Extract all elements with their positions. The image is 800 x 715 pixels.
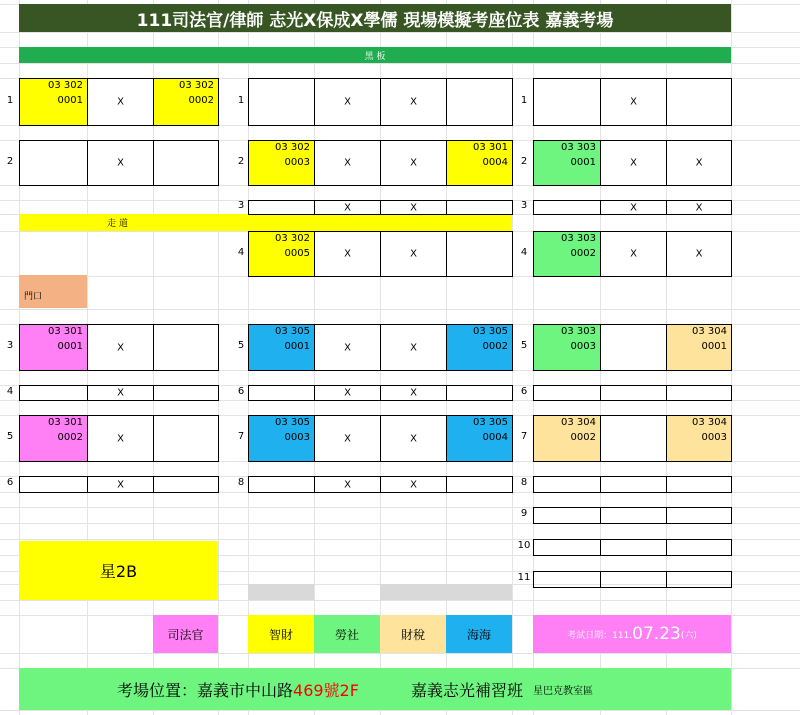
room-name: 星巴克教室區	[532, 685, 593, 697]
seat-number: 0002	[570, 432, 596, 443]
school-name: 嘉義志光補習班	[410, 680, 523, 700]
seat-empty	[248, 78, 315, 126]
seat-empty	[533, 385, 601, 401]
star-room-label: 星2B	[19, 541, 218, 600]
seat-unavailable	[314, 324, 381, 371]
row-number-right: 10	[517, 540, 531, 551]
x-mark: X	[344, 248, 351, 260]
seat-number: 0001	[57, 95, 83, 106]
seat-number: 0001	[570, 157, 596, 168]
seat-number: 0003	[284, 432, 310, 443]
seat-unavailable	[87, 385, 154, 401]
seat-empty	[153, 385, 219, 401]
seat-unavailable	[600, 140, 667, 186]
seat-room-code: 03 305	[473, 326, 508, 337]
seat-empty	[446, 231, 513, 277]
seat-empty	[19, 476, 88, 493]
seat-l3a	[19, 324, 88, 371]
page-title: 111司法官/律師 志光X保成X學儒 現場模擬考座位表 嘉義考場	[19, 4, 731, 32]
row-number-left: 5	[6, 431, 14, 442]
x-mark: X	[410, 342, 417, 353]
row-number-right: 3	[520, 200, 528, 211]
seat-room-code: 03 303	[561, 326, 596, 337]
seat-room-code: 03 305	[473, 417, 508, 428]
seat-room-code: 03 304	[692, 326, 727, 337]
x-mark: X	[695, 157, 703, 169]
door-label: 門口	[19, 275, 87, 308]
gray-block	[248, 584, 314, 600]
seat-unavailable	[87, 476, 154, 493]
seat-empty	[446, 78, 513, 126]
row-number-right: 6	[520, 385, 528, 397]
row-number-right: 5	[520, 340, 528, 351]
seat-room-code: 03 305	[275, 417, 310, 428]
seat-empty	[19, 140, 88, 186]
seat-room-code: 03 303	[561, 142, 596, 153]
x-mark: X	[117, 433, 124, 444]
aisle-bar	[19, 214, 512, 231]
seat-room-code: 03 301	[473, 142, 508, 153]
x-mark: X	[410, 157, 417, 169]
x-mark: X	[410, 479, 417, 490]
x-mark: X	[410, 202, 417, 213]
seat-unavailable	[314, 78, 381, 126]
seat-r2a	[533, 140, 601, 186]
seat-l1a	[19, 78, 88, 126]
row-number-right: 4	[520, 246, 528, 258]
row-number-right: 2	[520, 155, 528, 167]
seat-unavailable	[666, 140, 732, 186]
seat-empty	[248, 200, 315, 215]
x-mark: X	[410, 433, 417, 444]
row-number-left: 1	[6, 94, 14, 106]
seat-unavailable	[314, 200, 381, 215]
seat-unavailable	[314, 415, 381, 462]
x-mark: X	[344, 157, 351, 169]
seat-unavailable	[666, 200, 732, 215]
seat-unavailable	[600, 200, 667, 215]
seat-number: 0003	[570, 341, 596, 352]
seat-unavailable	[380, 140, 447, 186]
seat-l5a	[19, 415, 88, 462]
seat-empty	[446, 476, 513, 493]
seat-empty	[600, 324, 667, 371]
seat-unavailable	[87, 324, 154, 371]
seat-empty	[153, 324, 219, 371]
seat-empty	[533, 78, 601, 126]
row-number-right: 9	[520, 508, 528, 519]
seat-unavailable	[314, 140, 381, 186]
seat-empty	[600, 539, 667, 556]
x-mark: X	[630, 157, 637, 169]
x-mark: X	[410, 96, 417, 108]
x-mark: X	[117, 387, 124, 399]
seat-number: 0001	[57, 341, 83, 352]
x-mark: X	[695, 202, 703, 213]
x-mark: X	[344, 202, 351, 213]
aisle-label: 走 道	[107, 219, 128, 229]
seat-room-code: 03 305	[275, 326, 310, 337]
seat-room-code: 03 301	[48, 326, 83, 337]
exam-date	[533, 615, 731, 653]
seat-empty	[19, 385, 88, 401]
seat-empty	[153, 415, 219, 462]
row-number-left: 4	[6, 385, 14, 397]
row-number-middle: 4	[237, 246, 245, 258]
legend-tax: 財稅	[380, 615, 446, 653]
row-number-middle: 5	[237, 340, 245, 351]
seat-room-code: 03 302	[48, 80, 83, 91]
seat-number: 0002	[188, 95, 214, 106]
seat-r7c	[666, 415, 732, 462]
seat-room-code: 03 303	[561, 233, 596, 244]
seat-unavailable	[314, 476, 381, 493]
x-mark: X	[695, 248, 703, 260]
seat-empty	[153, 476, 219, 493]
seat-room-code: 03 304	[561, 417, 596, 428]
seat-m7d	[446, 415, 513, 462]
exam-date-label: 考試日期：111.	[567, 630, 633, 641]
seat-m4a	[248, 231, 315, 277]
row-number-middle: 1	[237, 94, 245, 106]
seat-empty	[666, 539, 732, 556]
seat-unavailable	[380, 200, 447, 215]
seat-empty	[600, 507, 667, 524]
seat-m2a	[248, 140, 315, 186]
row-number-middle: 7	[237, 431, 245, 442]
seat-number: 0002	[482, 341, 508, 352]
row-number-middle: 3	[237, 200, 245, 211]
seat-unavailable	[380, 231, 447, 277]
exam-date-weekday: (六)	[680, 630, 697, 641]
seat-number: 0001	[701, 341, 727, 352]
x-mark: X	[344, 342, 351, 353]
seat-empty	[666, 385, 732, 401]
row-number-left: 2	[6, 155, 14, 167]
x-mark: X	[630, 96, 637, 108]
seat-empty	[666, 571, 732, 588]
row-number-left: 3	[6, 340, 14, 351]
seat-number: 0002	[57, 432, 83, 443]
legend-ip: 智財	[248, 615, 314, 653]
seat-empty	[666, 507, 732, 524]
seat-unavailable	[87, 140, 154, 186]
row-number-middle: 8	[237, 477, 245, 488]
seat-number: 0004	[482, 157, 508, 168]
seat-unavailable	[314, 385, 381, 401]
legend-maritime: 海海	[446, 615, 512, 653]
seat-empty	[533, 507, 601, 524]
seat-unavailable	[600, 231, 667, 277]
seat-room-code: 03 301	[48, 417, 83, 428]
seat-empty	[446, 200, 513, 215]
seat-empty	[248, 385, 315, 401]
x-mark: X	[344, 433, 351, 444]
x-mark: X	[630, 248, 637, 260]
seat-unavailable	[87, 78, 154, 126]
seat-unavailable	[666, 231, 732, 277]
seat-empty	[666, 476, 732, 493]
seat-empty	[533, 200, 601, 215]
x-mark: X	[410, 248, 417, 260]
x-mark: X	[344, 96, 351, 108]
seat-number: 0003	[284, 157, 310, 168]
address-highlight: 469號2F	[293, 680, 359, 700]
row-number-right: 7	[520, 431, 528, 442]
x-mark: X	[117, 157, 124, 169]
seat-r5a	[533, 324, 601, 371]
seat-unavailable	[380, 385, 447, 401]
seat-unavailable	[380, 476, 447, 493]
seat-m7a	[248, 415, 315, 462]
row-number-middle: 2	[237, 155, 245, 167]
seat-number: 0003	[701, 432, 727, 443]
x-mark: X	[344, 479, 351, 490]
x-mark: X	[117, 479, 124, 490]
x-mark: X	[117, 96, 124, 108]
seat-number: 0002	[570, 248, 596, 259]
seat-empty	[600, 385, 667, 401]
seat-r7a	[533, 415, 601, 462]
seat-m5a	[248, 324, 315, 371]
seat-number: 0004	[482, 432, 508, 443]
x-mark: X	[344, 387, 351, 399]
seat-unavailable	[380, 415, 447, 462]
seat-unavailable	[314, 231, 381, 277]
seat-l1c	[153, 78, 219, 126]
x-mark: X	[630, 202, 637, 213]
seat-empty	[446, 385, 513, 401]
seat-unavailable	[380, 78, 447, 126]
seat-room-code: 03 302	[275, 142, 310, 153]
x-mark: X	[117, 342, 124, 353]
row-number-left: 6	[6, 477, 14, 488]
seat-unavailable	[600, 78, 667, 126]
footer-location	[19, 668, 731, 710]
seat-empty	[533, 476, 601, 493]
legend-labor: 勞社	[314, 615, 380, 653]
seat-r4a	[533, 231, 601, 277]
seat-unavailable	[380, 324, 447, 371]
row-number-middle: 6	[237, 385, 245, 397]
x-mark: X	[410, 387, 417, 399]
row-number-right: 11	[517, 572, 531, 583]
seat-empty	[153, 140, 219, 186]
seat-room-code: 03 302	[179, 80, 214, 91]
seat-m5d	[446, 324, 513, 371]
seat-empty	[600, 476, 667, 493]
legend-judicial: 司法官	[153, 615, 218, 653]
seat-empty	[600, 571, 667, 588]
row-number-right: 8	[520, 477, 528, 488]
seat-room-code: 03 302	[275, 233, 310, 244]
seat-empty	[600, 415, 667, 462]
location-label: 考場位置：嘉義市中山路	[117, 680, 294, 700]
seat-m2d	[446, 140, 513, 186]
exam-date-value: 07.23	[632, 624, 681, 644]
seat-empty	[533, 539, 601, 556]
seat-empty	[248, 476, 315, 493]
blackboard-bar: 黑 板	[19, 47, 731, 63]
seat-number: 0005	[284, 248, 310, 259]
seat-unavailable	[87, 415, 154, 462]
row-number-right: 1	[520, 94, 528, 106]
seat-empty	[666, 78, 732, 126]
seat-r5c	[666, 324, 732, 371]
seat-room-code: 03 304	[692, 417, 727, 428]
gray-block	[380, 584, 512, 600]
seat-empty	[533, 571, 601, 588]
seat-number: 0001	[284, 341, 310, 352]
